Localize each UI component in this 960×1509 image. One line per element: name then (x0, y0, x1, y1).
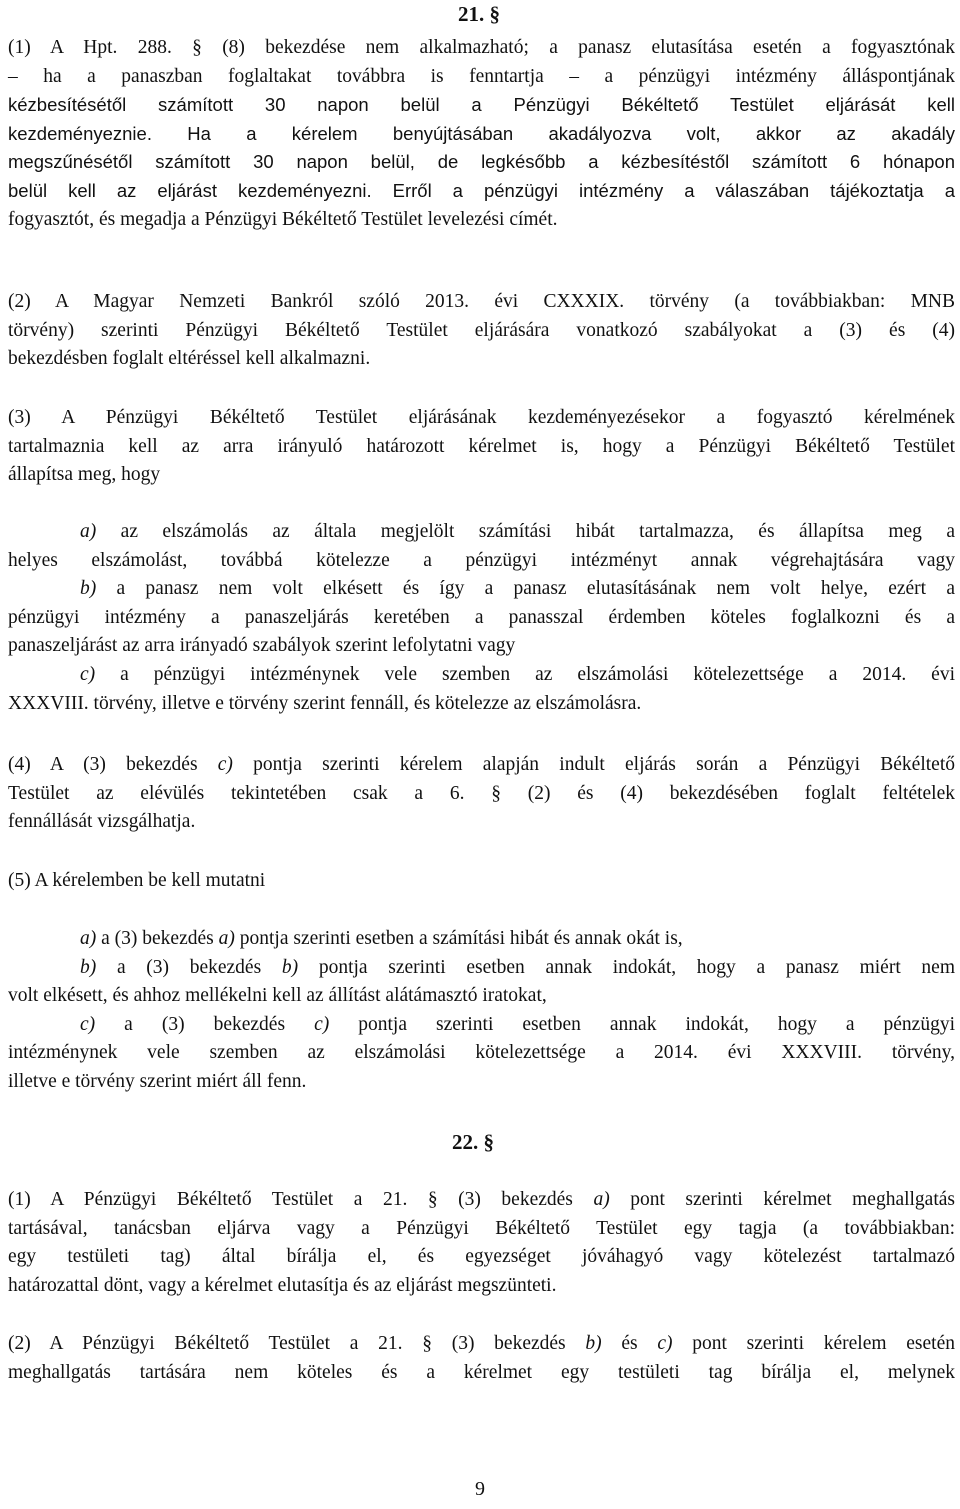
point-a: a) az elszámolás az általa megjelölt számítási hibát tartalmazza, és állapítsa meg a (80, 521, 955, 542)
page-number: 9 (475, 1478, 485, 1500)
section-21-paragraph-4: (4) A (3) bekezdés c) pontja szerinti kérelem alapján indult eljárás során a Pénzügyi Békéltető Testület az elévülés tekintetében csak a 6. § (2) és (4) bekezdésében foglalt feltételek fennállását vizsgálhatja. (8, 754, 955, 833)
section-22-heading: 22. § (452, 1130, 494, 1154)
point-b: b) a panasz nem volt elkésett és így a panasz elutasításának nem volt helye, ezért a (80, 578, 955, 600)
section-21-paragraph-3: (3) A Pénzügyi Békéltető Testület eljárásának kezdeményezésekor a fogyasztó kérelmének tartalmaznia kell az arra irányuló határozott kérelmet is, hogy a Pénzügyi Békéltető Testület állapítsa meg, hogy (8, 407, 955, 486)
section-21-paragraph-5-intro: (5) A kérelemben be kell mutatni (8, 870, 266, 891)
section-21-paragraph-3-points: a) az elszámolás az általa megjelölt számítási hibát tartalmazza, és állapítsa meg a helyes elszámolást, továbbá kötelezze a pénzügyi intézményt annak végrehajtására vagy b) a panasz nem volt elkésett és így a panasz elutasításának nem volt helye, ezért a pénzügyi intézmény a panaszeljárás keretében a panasszal érdemben köteles foglalkozni és a panaszeljárást az arra irányadó szabályok szerint lefolytatni vagy c) a pénzügyi intézménynek vele szemben az elszámolási kötelezettsége a 2014. évi XXXVIII. törvény, illetve e törvény szerint fennáll, és kötelezze az elszámolásra. (8, 518, 955, 718)
section-21-paragraph-2: (2) A Magyar Nemzeti Bankról szóló 2013. évi CXXXIX. törvény (a továbbiakban: MNB törvény) szerinti Pénzügyi Békéltető Testület eljárására vonatkozó szabályokat a (3) és (4) bekezdésben foglalt eltéréssel kell alkalmazni. (8, 291, 955, 370)
point-c: c) a pénzügyi intézménynek vele szemben az elszámolási kötelezettsége a 2014. évi (80, 663, 955, 685)
section-22-paragraph-2: (2) A Pénzügyi Békéltető Testület a 21. § (3) bekezdés b) és c) pont szerinti kérelem esetén meghallgatás tartására nem köteles és a kérelmet egy testületi tag bírálja el, melynek (8, 1333, 955, 1383)
section-21-heading: 21. § (458, 2, 500, 26)
section-21-paragraph-5-points: a) a (3) bekezdés a) pontja szerinti esetben a számítási hibát és annak okát is, b) a (3) bekezdés b) pontja szerinti esetben annak indokát, hogy a panasz miért nem volt elkésett, és ahhoz mellékelni kell az állítást alátámasztó iratokat, c) a (3) bekezdés c) pontja szerinti esetben annak indokát, hogy a pénzügyi intézménynek vele szemben az elszámolási kötelezettsége a 2014. évi XXXVIII. törvény, illetve e törvény szerint miért áll fenn. (8, 928, 955, 1092)
section-22-paragraph-1: (1) A Pénzügyi Békéltető Testület a 21. § (3) bekezdés a) pont szerinti kérelmet meghallgatás tartásával, tanácsban eljárva vagy a Pénzügyi Békéltető Testület egy tagja (a továbbiakban: egy testületi tag) által bírálja el, és egyezséget jóváhagyó vagy kötelezést tartalmazó határozattal dönt, vagy a kérelmet elutasítja és az eljárást megszünteti. (8, 1189, 955, 1296)
section-21-paragraph-1: (1) A Hpt. 288. § (8) bekezdése nem alkalmazható; a panasz elutasítása esetén a fogyasztónak – ha a panaszban foglaltakat továbbra is fenntartja – a pénzügyi intézmény álláspontjának kézbesítésétől számított 30 napon belül a Pénzügyi Békéltető Testület eljárását kell kezdeményeznie. Ha a kérelem benyújtásában akadályozva volt, akkor az akadály megszűnésétől számított 30 napon belül, de legkésőbb a kézbesítéstől számított 6 hónapon belül kell az eljárást kezdeményezni. Erről a pénzügyi intézmény a válaszában tájékoztatja a fogyasztót, és megadja a Pénzügyi Békéltető Testület levelezési címét. (8, 37, 955, 230)
